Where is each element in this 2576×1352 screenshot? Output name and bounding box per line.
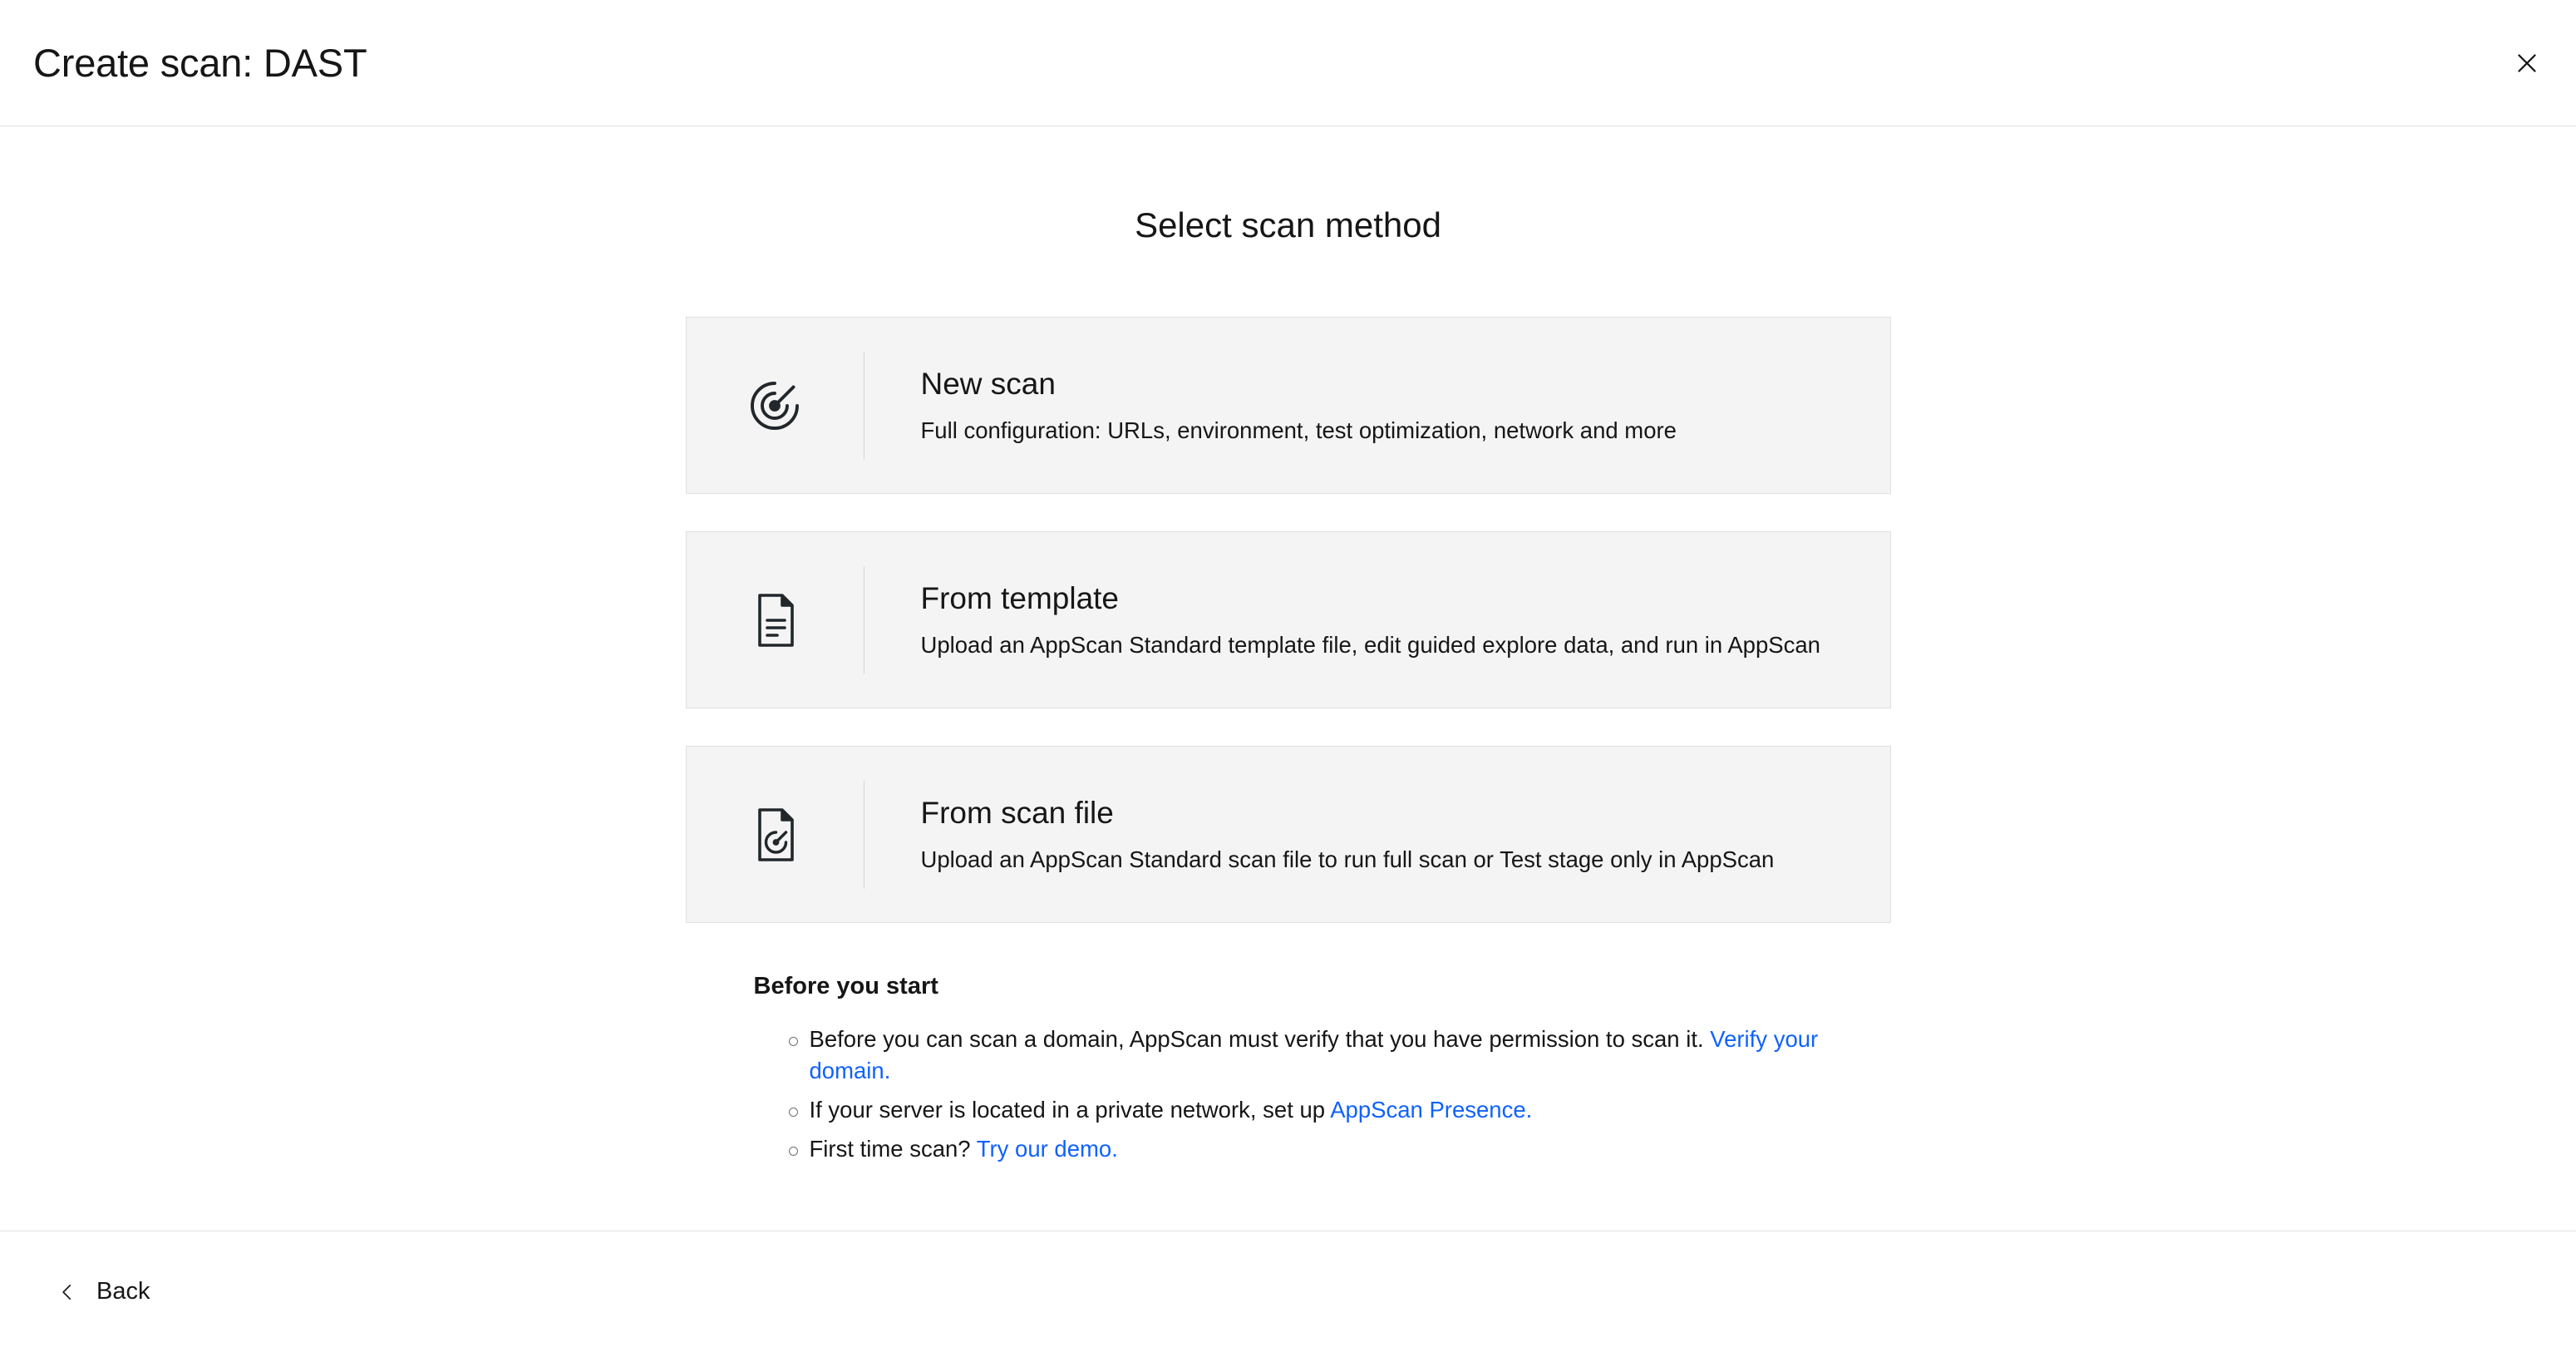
try-demo-link[interactable]: Try our demo. (976, 1136, 1118, 1162)
list-item-text: Before you can scan a domain, AppScan must verify that you have permission to scan it. (809, 1026, 1711, 1052)
option-text (864, 367, 1677, 444)
back-button-label: Back (96, 1278, 150, 1305)
option-description: Upload an AppScan Standard scan file to run full scan or Test stage only in AppScan (920, 846, 1775, 872)
before-you-start-title: Before you start (753, 973, 938, 999)
option-title: From scan file (920, 796, 1114, 830)
scan-method-option-from-template[interactable] (686, 531, 1891, 708)
option-text (864, 796, 1775, 873)
document-scan-icon (687, 746, 864, 923)
document-scan-icon-glyph (745, 805, 805, 865)
option-text (864, 581, 1820, 659)
appscan-presence-link[interactable]: AppScan Presence. (1330, 1097, 1533, 1123)
section-heading: Select scan method (1135, 205, 1441, 244)
scan-target-icon-glyph (745, 376, 805, 436)
scan-target-icon (687, 317, 864, 494)
close-icon-glyph (2511, 47, 2543, 79)
chevron-left-icon-glyph (57, 1281, 78, 1303)
back-button[interactable] (50, 1270, 156, 1314)
list-item (754, 1094, 1891, 1126)
before-you-start-section (686, 973, 1891, 1165)
dialog-footer (0, 1231, 2576, 1352)
chevron-left-icon (57, 1281, 78, 1303)
list-item-text: First time scan? (809, 1136, 977, 1162)
option-description: Full configuration: URLs, environment, test optimization, network and more (920, 417, 1677, 443)
page-title: Create scan: DAST (33, 41, 367, 85)
scan-method-option-from-scan-file[interactable] (686, 746, 1891, 923)
list-item-text: If your server is located in a private network, set up (809, 1097, 1331, 1123)
content-column (686, 126, 1891, 1165)
document-template-icon (687, 531, 864, 708)
close-icon[interactable] (2501, 37, 2553, 89)
verify-domain-link[interactable]: Verify your domain. (809, 1026, 1819, 1083)
option-title: New scan (920, 367, 1056, 401)
list-item (754, 1133, 1891, 1165)
document-template-icon-glyph (745, 590, 805, 650)
before-you-start-list (754, 1024, 1891, 1165)
dialog-body (0, 126, 2576, 1231)
option-title: From template (920, 581, 1120, 615)
list-item (754, 1024, 1891, 1087)
scan-method-option-new-scan[interactable] (686, 317, 1891, 494)
option-description: Upload an AppScan Standard template file, edit guided explore data, and run in AppScan (920, 632, 1820, 658)
dialog-header (0, 0, 2576, 126)
